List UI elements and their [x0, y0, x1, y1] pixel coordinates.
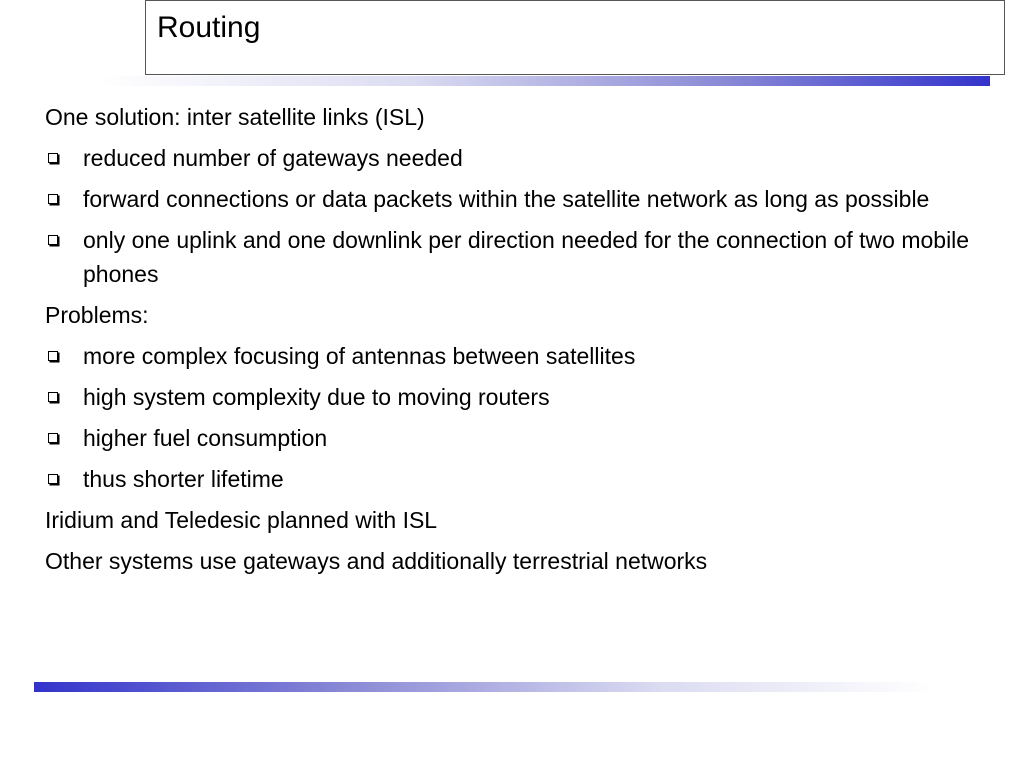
bullet-item — [45, 223, 995, 291]
hollow-square-bullet-icon — [48, 235, 58, 245]
bullet-item — [45, 182, 995, 216]
title-box — [145, 0, 1005, 75]
hollow-square-bullet-icon — [48, 433, 58, 443]
bullet-item — [45, 462, 995, 496]
hollow-square-bullet-icon — [48, 474, 58, 484]
bullet-item — [45, 380, 995, 414]
bullet-text: only one uplink and one downlink per direction needed for the connection of two mobile phones — [83, 227, 970, 287]
slide-title: Routing — [157, 11, 261, 44]
bullet-item — [45, 339, 995, 373]
hollow-square-bullet-icon — [48, 194, 58, 204]
bullet-item — [45, 141, 995, 175]
hollow-square-bullet-icon — [48, 392, 58, 402]
bullet-text: more complex focusing of antennas between satellites — [83, 343, 636, 369]
bullet-item — [45, 421, 995, 455]
bullet-text: forward connections or data packets within the satellite network as long as possible — [83, 186, 930, 212]
hollow-square-bullet-icon — [48, 351, 58, 361]
hollow-square-bullet-icon — [48, 153, 58, 163]
text-line-problems: Problems: — [45, 302, 149, 328]
bullet-text: high system complexity due to moving routers — [83, 384, 550, 410]
bullet-text: reduced number of gateways needed — [83, 145, 463, 171]
footer-gradient-bar — [34, 682, 934, 692]
title-underline-gradient-bar — [100, 76, 990, 86]
text-line-other-systems: Other systems use gateways and additionally terrestrial networks — [45, 548, 708, 574]
bullet-text: thus shorter lifetime — [83, 466, 284, 492]
text-line-iridium-teledesic: Iridium and Teledesic planned with ISL — [45, 507, 438, 533]
slide-body — [45, 100, 995, 585]
bullet-text: higher fuel consumption — [83, 425, 328, 451]
text-line-isl-solution: One solution: inter satellite links (ISL) — [45, 104, 425, 130]
